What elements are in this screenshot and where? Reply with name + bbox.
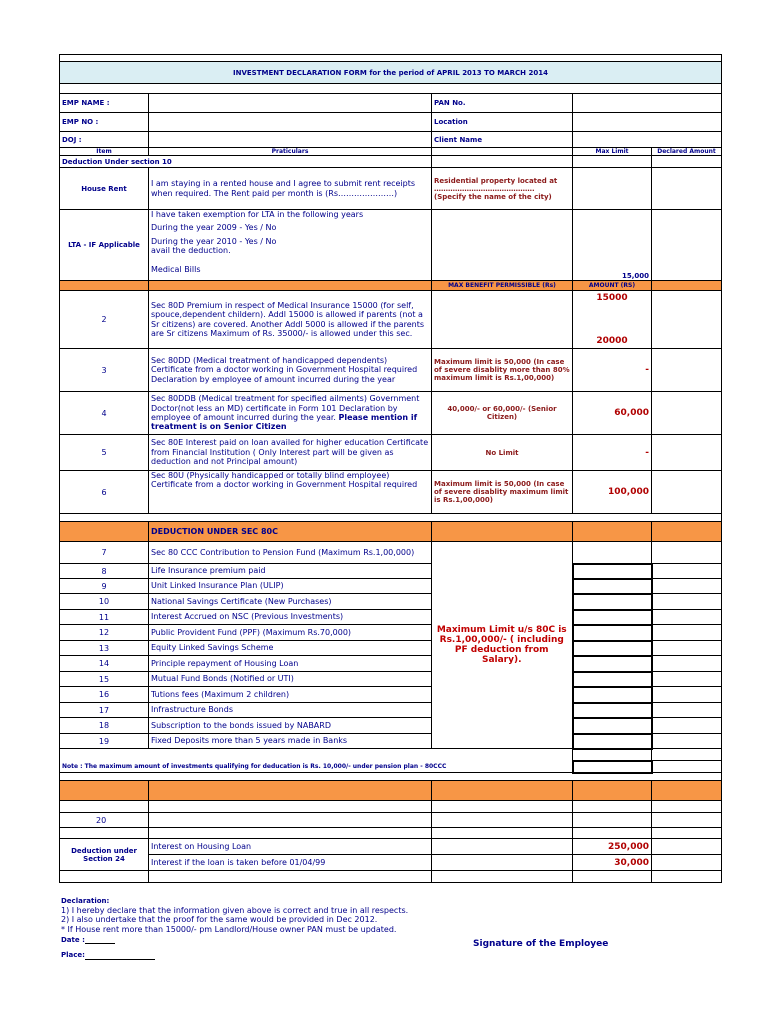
lta-text [149,210,432,281]
place-row [61,951,481,960]
sec80c-declared[interactable] [652,641,722,656]
row-declared[interactable] [652,291,722,349]
sec80c-item-number: 18 [60,718,149,734]
col-item: Item [60,148,149,156]
client-label: Client Name [432,132,573,148]
emp-name-field[interactable] [149,94,432,113]
row-limit: 40,000/- or 60,000/- (Senior Citizen) [432,392,573,435]
col-declared: Declared Amount [652,148,722,156]
sec80c-item-number: 10 [60,594,149,610]
sec80c-item-text: Unit Linked Insurance Plan (ULIP) [149,579,432,594]
sec24-line-2: Interest if the loan is taken before 01/04/99 [149,855,432,871]
row-amount: 100,000 [573,471,652,514]
house-rent-note-1: Residential property located at [434,176,558,185]
form-title: INVESTMENT DECLARATION FORM for the period of APRIL 2013 TO MARCH 2014 [60,62,722,84]
sec80c-declared[interactable] [652,579,722,594]
house-rent-note-3: (Specify the name of the city) [434,192,552,201]
row-text: Sec 80D Premium in respect of Medical Insurance 15000 (for self, spouce,dependent childern). Addl 15000 is allowed if parents (not a Sr citizens) are covered. Another Addl 5000 is allowed if the parents are Sr citizens Maximum of Rs. 35000/- is allowed under this sec. [149,291,432,349]
row-item: 6 [60,471,149,514]
sec80c-declared[interactable] [652,687,722,703]
row-limit: Maximum limit is 50,000 (In case of severe disablity more than 80% maximum limit is Rs.1,00,000) [432,349,573,392]
row-limit: Maximum limit is 50,000 (In case of severe disablity maximum limit is Rs.1,00,000) [432,471,573,514]
sec24-item-number: 20 [60,813,149,828]
doj-label: DOJ : [60,132,149,148]
sec80c-item-text: Subscription to the bonds issued by NABARD [149,718,432,734]
row-declared[interactable] [652,349,722,392]
emp-name-label: EMP NAME : [60,94,149,113]
declaration-line-1: 1) I hereby declare that the information given above is correct and true in all respects. [61,905,409,915]
row-amount-a: 15000 [596,293,628,303]
house-rent-declared[interactable] [652,168,722,210]
declaration-line-2: 2) I also undertake that the proof for the same would be provided in Dec 2012. [61,915,378,925]
section10-heading: Deduction Under section 10 [60,156,432,168]
sec80c-declared[interactable] [652,672,722,687]
date-row [61,936,481,945]
house-rent-text: I am staying in a rented house and I agree to submit rent receipts when required. The Rent paid per month is (Rs…………………) [149,168,432,210]
location-field[interactable] [573,113,722,132]
pan-field[interactable] [573,94,722,113]
col-max-limit: Max Limit [573,148,652,156]
sec24-label: Deduction under Section 24 [60,839,149,871]
row-declared[interactable] [652,392,722,435]
pan-label: PAN No. [432,94,573,113]
row-text: Sec 80E Interest paid on loan availed for higher education Certificate from Financial Institution ( Only Interest part will be given as deduction and not Principal amount) [149,435,432,471]
sec80c-declared[interactable] [652,625,722,641]
sec80c-item-number: 14 [60,656,149,672]
sec80c-limit-note: Maximum Limit u/s 80C is Rs.1,00,000/- ( including PF deduction from Salary). [432,542,573,749]
signature-label: Signature of the Employee [473,939,609,949]
row-amount [573,291,652,349]
row-declared[interactable] [652,471,722,514]
row-amount: - [573,349,652,392]
declaration-heading: Declaration: [61,897,110,905]
sec80c-item-text: Tutions fees (Maximum 2 children) [149,687,432,703]
medical-bills-amount: 15,000 [573,210,652,281]
sec80c-declared[interactable] [652,656,722,672]
row-text: Sec 80DD (Medical treatment of handicapped dependents) Certificate from a doctor working in Government Hospital required Declaration by employee of amount incurred during the year [149,349,432,392]
sec80c-item-text: Interest Accrued on NSC (Previous Investments) [149,610,432,625]
sec80c-note: Note : The maximum amount of investments qualifying for deducation is Rs. 10,000/- under pension plan - 80CCC [60,761,573,773]
sec80c-declared[interactable] [652,542,722,564]
row-declared[interactable] [652,435,722,471]
sec80c-declared[interactable] [652,734,722,749]
amount-header: AMOUNT (RS) [573,281,652,291]
sec80c-declared[interactable] [652,564,722,579]
lta-declared[interactable] [652,210,722,281]
sec80c-item-number: 15 [60,672,149,687]
location-label: Location [432,113,573,132]
sec80c-item-text: Fixed Deposits more than 5 years made in Banks [149,734,432,749]
emp-no-field[interactable] [149,113,432,132]
sec24-amount-2: 30,000 [573,855,652,871]
sec24-declared-2[interactable] [652,855,722,871]
sec80c-declared[interactable] [652,610,722,625]
lta-line-2: During the year 2009 - Yes / No [151,223,277,233]
declaration-line-3: * If House rent more than 15000/- pm Landlord/House owner PAN must be updated. [61,925,397,935]
medical-bills-label: Medical Bills [151,264,201,274]
sec80c-item-text: Mutual Fund Bonds (Notified or UTI) [149,672,432,687]
sec80c-item-text: Infrastructure Bonds [149,703,432,718]
client-field[interactable] [573,132,722,148]
sec80c-item-number: 7 [60,542,149,564]
date-field[interactable] [85,936,115,944]
max-benefit-header: MAX BENEFIT PERMISSIBLE (Rs) [432,281,573,291]
row-item: 3 [60,349,149,392]
sec80c-item-number: 19 [60,734,149,749]
sec24-line-1: Interest on Housing Loan [149,839,432,855]
place-label: Place: [61,951,85,960]
sec80c-item-number: 16 [60,687,149,703]
declaration-block [61,897,481,960]
place-field[interactable] [85,952,155,960]
row-item: 4 [60,392,149,435]
row-amount: - [573,435,652,471]
sec80c-item-text: Sec 80 CCC Contribution to Pension Fund (Maximum Rs.1,00,000) [149,542,432,564]
house-rent-max [573,168,652,210]
doj-field[interactable] [149,132,432,148]
col-particulars: Praticulars [149,148,432,156]
sec80c-item-number: 8 [60,564,149,579]
emp-no-label: EMP NO : [60,113,149,132]
row-amount: 60,000 [573,392,652,435]
lta-line-1: I have taken exemption for LTA in the following years [151,210,364,219]
row-text: Sec 80U (Physically handicapped or totally blind employee) Certificate from a doctor working in Government Hospital required [149,471,432,514]
row-text [149,392,432,435]
date-label: Date : [61,935,85,944]
row-item: 5 [60,435,149,471]
house-rent-note [432,168,573,210]
house-rent-label: House Rent [60,168,149,210]
row-item: 2 [60,291,149,349]
row-text-bold: Please mention if treatment is on Senior Citizen [151,413,418,432]
sec80c-item-number: 12 [60,625,149,641]
sec24-declared-1[interactable] [652,839,722,855]
sec80c-item-number: 9 [60,579,149,594]
house-rent-note-2: ……………………………………. [434,184,535,193]
sec80c-item-text: Life Insurance premium paid [149,564,432,579]
sec80c-item-text: Equity Linked Savings Scheme [149,641,432,656]
sec80c-item-number: 11 [60,610,149,625]
sec80c-heading: DEDUCTION UNDER SEC 80C [149,522,432,542]
lta-label: LTA - IF Applicable [60,210,149,281]
sec80c-item-text: Principle repayment of Housing Loan [149,656,432,672]
sec80c-declared[interactable] [652,594,722,610]
row-amount-b: 20000 [596,336,628,346]
sec80c-declared[interactable] [652,703,722,718]
lta-line-3: During the year 2010 - Yes / No [151,236,277,246]
row-limit: No Limit [432,435,573,471]
sec80c-item-number: 17 [60,703,149,718]
declaration-sheet [59,54,721,883]
form-table [59,54,722,883]
sec80c-item-text: Public Provident Fund (PPF) (Maximum Rs.70,000) [149,625,432,641]
lta-line-4: avail the deduction. [151,246,231,256]
sec80c-declared[interactable] [652,718,722,734]
sec80c-item-text: National Savings Certificate (New Purchases) [149,594,432,610]
sec80c-item-number: 13 [60,641,149,656]
row-text-main: Sec 80DDB (Medical treatment for specified ailments) Government Doctor(not less an MD) certificate in Form 101 Declaration by employee of amount incurred during the year. [151,394,420,422]
sec24-amount-1: 250,000 [573,839,652,855]
